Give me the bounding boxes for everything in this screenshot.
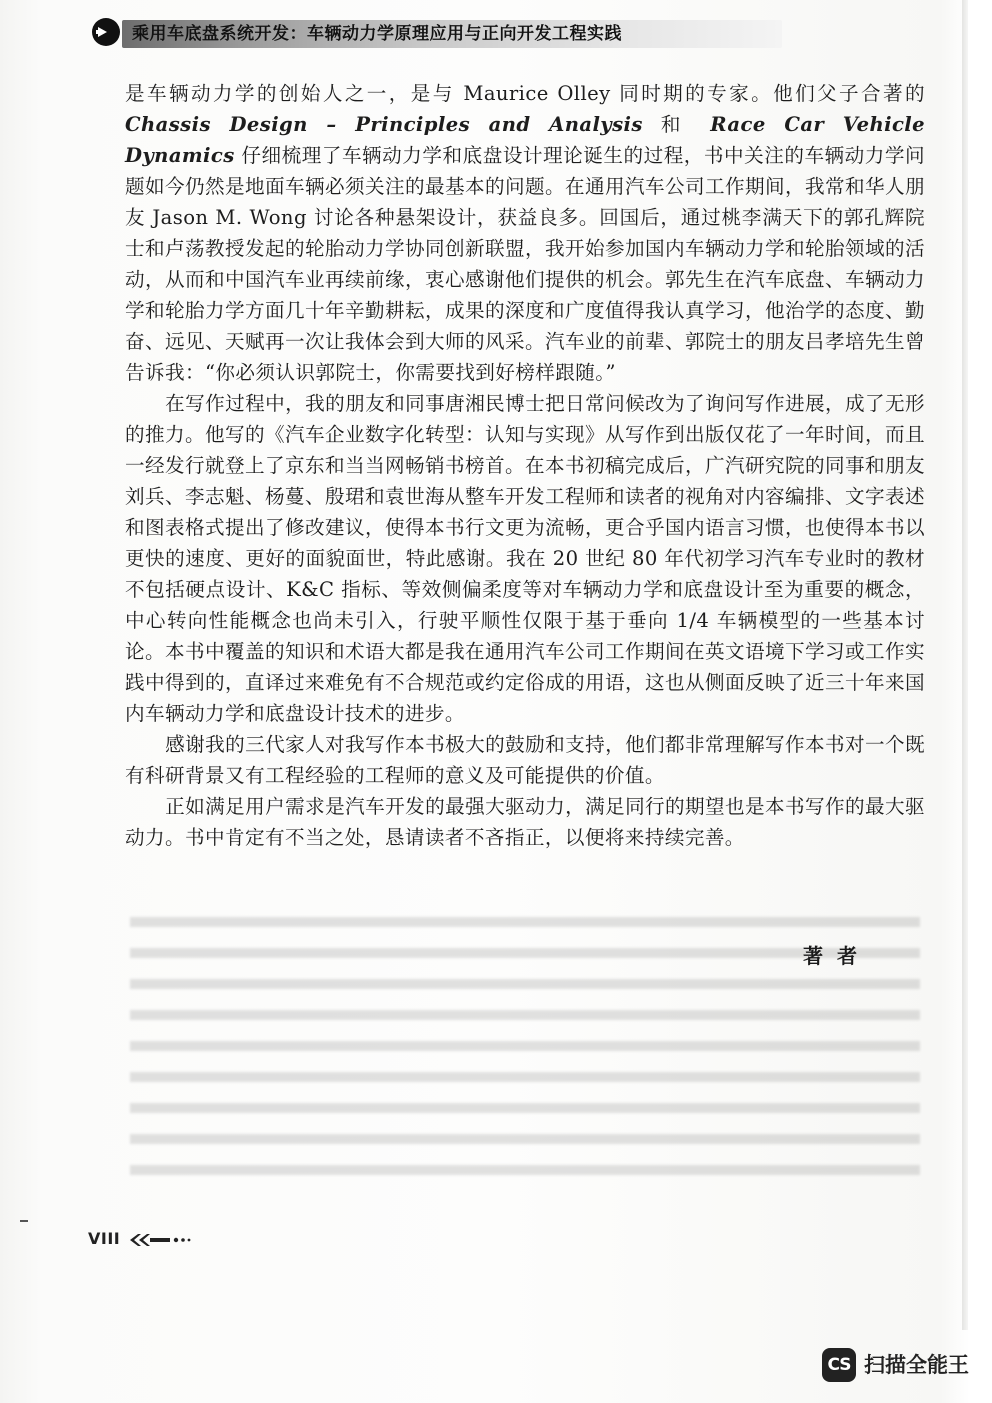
book-title: 乘用车底盘系统开发：车辆动力学原理应用与正向开发工程实践	[132, 24, 622, 44]
margin-mark	[20, 1220, 28, 1222]
running-header	[92, 16, 792, 52]
conjunction: 和	[642, 113, 711, 136]
page-edge	[962, 0, 968, 1330]
paragraph-1-text: 是车辆动力学的创始人之一，是与 Maurice Olley 同时期的专家。他们父子合著的	[125, 82, 925, 105]
paragraph-2: 在写作过程中，我的朋友和同事唐湘民博士把日常问候改为了询问写作进展，成了无形的推力。他写的《汽车企业数字化转型：认知与实现》从写作到出版仅花了一年时间，而且一经发行就登上了京东和当当网畅销书榜首。在本书初稿完成后，广汽研究院的同事和朋友刘兵、李志魁、杨蔓、殷珺和袁世海从整车开发工程师和读者的视角对内容编排、文字表述和图表格式提出了修改建议，使得本书行文更为流畅，更合乎国内语言习惯，也使得本书以更快的速度、更好的面貌面世，特此感谢。我在 20 世纪 80 年代初学习汽车专业时的教材不包括硬点设计、K&C 指标、等效侧偏柔度等对车辆动力学和底盘设计至为重要的概念，中心转向性能概念也尚未引入，行驶平顺性仅限于基于垂向 1/4 车辆模型的一些基本讨论。本书中覆盖的知识和术语大都是我在通用汽车公司工作期间在英文语境下学习或工作实践中得到的，直译过来难免有不合规范或约定俗成的用语，这也从侧面反映了近三十年来国内车辆动力学和底盘设计技术的进步。	[125, 392, 925, 725]
paragraph-1	[125, 78, 925, 388]
camscanner-logo-icon: CS	[822, 1348, 856, 1382]
paragraph-3: 感谢我的三代家人对我写作本书极大的鼓励和支持，他们都非常理解写作本书对一个既有科研背景又有工程经验的工程师的意义及可能提供的价值。	[125, 733, 925, 787]
page-number: VIII	[88, 1229, 121, 1248]
paragraph-4: 正如满足用户需求是汽车开发的最强大驱动力，满足同行的期望也是本书写作的最大驱动力。书中肯定有不当之处，恳请读者不吝指正，以便将来持续完善。	[125, 795, 925, 849]
body-text	[125, 78, 925, 853]
arrow-right-icon	[92, 18, 120, 46]
book-title-italic-1: Chassis Design – Principles and Analysis	[125, 113, 643, 136]
author-signature: 著者	[803, 944, 871, 968]
scanner-label: 扫描全能王	[864, 1353, 969, 1377]
double-chevron-left-icon	[128, 1233, 198, 1247]
book-title-italic-2: Race Car Vehicle Dynamics	[125, 113, 925, 167]
paragraph-1-text-cont: 仔细梳理了车辆动力学和底盘设计理论诞生的过程，书中关注的车辆动力学问题如今仍然是地面车辆必须关注的最基本的问题。在通用汽车公司工作期间，我常和华人朋友 Jason M. Wong 讨论各种悬架设计，获益良多。回国后，通过桃李满天下的郭孔辉院士和卢荡教授发起的轮胎动力学协同创新联盟，我开始参加国内车辆动力学和轮胎领域的活动，从而和中国汽车业再续前缘，衷心感谢他们提供的机会。郭先生在汽车底盘、车辆动力学和轮胎力学方面几十年辛勤耕耘，成果的深度和广度值得我认真学习，他治学的态度、勤奋、远见、天赋再一次让我体会到大师的风采。汽车业的前辈、郭院士的朋友吕孝培先生曾告诉我：“你必须认识郭院士，你需要找到好榜样跟随。”	[125, 144, 925, 384]
show-through-text	[130, 905, 920, 1175]
